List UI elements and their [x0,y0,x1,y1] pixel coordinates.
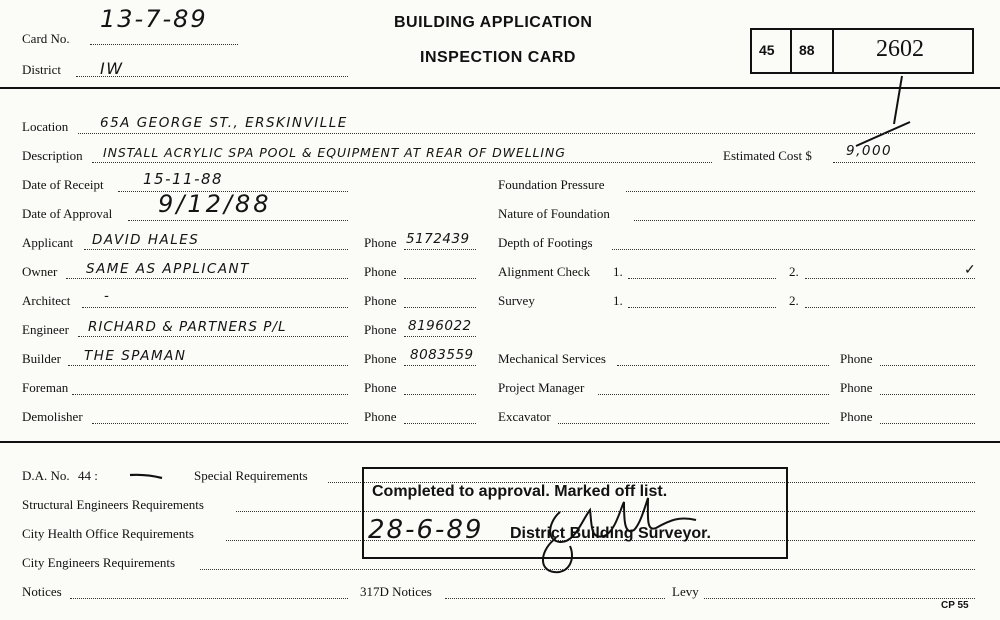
special-requirements-label: Special Requirements [194,468,308,483]
levy-line [704,598,975,599]
mechanical-services-phone-line [880,365,975,366]
demolisher-phone-line [404,423,476,424]
location-value: 65A GEORGE ST., ERSKINVILLE [100,115,348,131]
nature-of-foundation-label: Nature of Foundation [498,206,610,221]
owner-label: Owner [22,264,58,279]
architect-phone-label: Phone [364,293,397,308]
stamp-line2: District Building Surveyor. [510,525,711,542]
applicant-phone-line [404,249,476,250]
reference-box [750,28,974,74]
depth-of-footings-line [612,249,975,250]
alignment-check-2-line [805,278,975,279]
notices-317d-line [445,598,665,599]
project-manager-label: Project Manager [498,380,585,395]
description-label: Description [22,148,83,163]
demolisher-line [92,423,348,424]
date-of-receipt-label: Date of Receipt [22,177,104,192]
foreman-phone-label: Phone [364,380,397,395]
card-no-label: Card No. [22,31,70,46]
owner-phone-label: Phone [364,264,397,279]
survey-1-line [628,307,776,308]
foundation-pressure-line [626,191,975,192]
survey-2-line [805,307,975,308]
foundation-pressure-label: Foundation Pressure [498,177,605,192]
top-rule [0,87,1000,89]
stamp-date: 28-6-89 [368,515,484,545]
builder-value: THE SPAMAN [84,348,187,364]
date-of-approval-label: Date of Approval [22,206,113,221]
excavator-line [558,423,829,424]
applicant-value: DAVID HALES [92,232,200,248]
reference-number: 2602 [876,36,924,62]
location-label: Location [22,119,69,134]
date-of-approval-value: 9/12/88 [158,190,272,218]
owner-value: SAME AS APPLICANT [86,261,250,277]
card-title-line1: BUILDING APPLICATION [394,14,593,31]
survey-1: 1. [613,293,623,308]
demolisher-phone-label: Phone [364,409,397,424]
project-manager-phone-line [880,394,975,395]
architect-phone-line [404,307,476,308]
card-title-line2: INSPECTION CARD [420,49,576,66]
alignment-check-1: 1. [613,264,623,279]
da-no-label: D.A. No. [22,468,70,483]
builder-phone-label: Phone [364,351,397,366]
alignment-check-2: 2. [789,264,799,279]
district-value: IW [100,59,124,78]
district-label: District [22,62,61,77]
alignment-check-1-line [628,278,776,279]
mechanical-services-label: Mechanical Services [498,351,606,366]
estimated-cost-value: 9,000 [846,143,893,159]
alignment-check-mark: ✓ [964,263,976,278]
applicant-line [84,249,348,250]
demolisher-label: Demolisher [22,409,83,424]
card-no-value: 13-7-89 [100,5,208,33]
da-no-value: 44 : [78,468,98,483]
excavator-phone-label: Phone [840,409,873,424]
engineer-value: RICHARD & PARTNERS P/L [88,319,287,335]
applicant-label: Applicant [22,235,74,250]
reference-a: 45 [759,42,775,58]
card-no-line [90,44,238,45]
notices-317d-label: 317D Notices [360,584,432,599]
notices-label: Notices [22,584,62,599]
city-engineers-label: City Engineers Requirements [22,555,176,570]
middle-rule [0,441,1000,443]
foreman-phone-line [404,394,476,395]
foreman-label: Foreman [22,380,69,395]
applicant-phone-label: Phone [364,235,397,250]
da-dash-mark [128,470,164,482]
nature-of-foundation-line [634,220,975,221]
levy-label: Levy [672,584,699,599]
surveyor-signature [520,480,720,580]
architect-label: Architect [22,293,71,308]
stamp-line1: Completed to approval. Marked off list. [372,483,668,500]
reference-b: 88 [799,42,815,58]
estimated-cost-line [833,162,975,163]
project-manager-phone-label: Phone [840,380,873,395]
location-line [78,133,975,134]
architect-line [82,307,348,308]
depth-of-footings-label: Depth of Footings [498,235,593,250]
architect-value: - [104,288,111,304]
engineer-phone-label: Phone [364,322,397,337]
reference-divider [790,30,792,72]
engineer-label: Engineer [22,322,69,337]
description-line [92,162,712,163]
builder-label: Builder [22,351,61,366]
excavator-phone-line [880,423,975,424]
structural-engineers-label: Structural Engineers Requirements [22,497,204,512]
builder-phone-line [404,365,476,366]
applicant-phone-value: 5172439 [406,231,470,247]
survey-2: 2. [789,293,799,308]
reference-divider [832,30,834,72]
date-of-approval-line [128,220,348,221]
builder-phone-value: 8083559 [410,347,474,363]
city-health-label: City Health Office Requirements [22,526,194,541]
date-of-receipt-value: 15-11-88 [143,170,224,188]
excavator-label: Excavator [498,409,551,424]
mechanical-services-phone-label: Phone [840,351,873,366]
engineer-phone-value: 8196022 [408,318,472,334]
mechanical-services-line [617,365,829,366]
alignment-check-label: Alignment Check [498,264,591,279]
form-code: CP 55 [941,600,969,611]
engineer-line [78,336,348,337]
estimated-cost-label: Estimated Cost $ [723,148,812,163]
notices-line [70,598,348,599]
owner-line [66,278,348,279]
owner-phone-line [404,278,476,279]
engineer-phone-line [404,336,476,337]
survey-label: Survey [498,293,535,308]
builder-line [68,365,348,366]
project-manager-line [598,394,829,395]
description-value: INSTALL ACRYLIC SPA POOL & EQUIPMENT AT REAR OF DWELLING [103,145,566,160]
foreman-line [72,394,348,395]
